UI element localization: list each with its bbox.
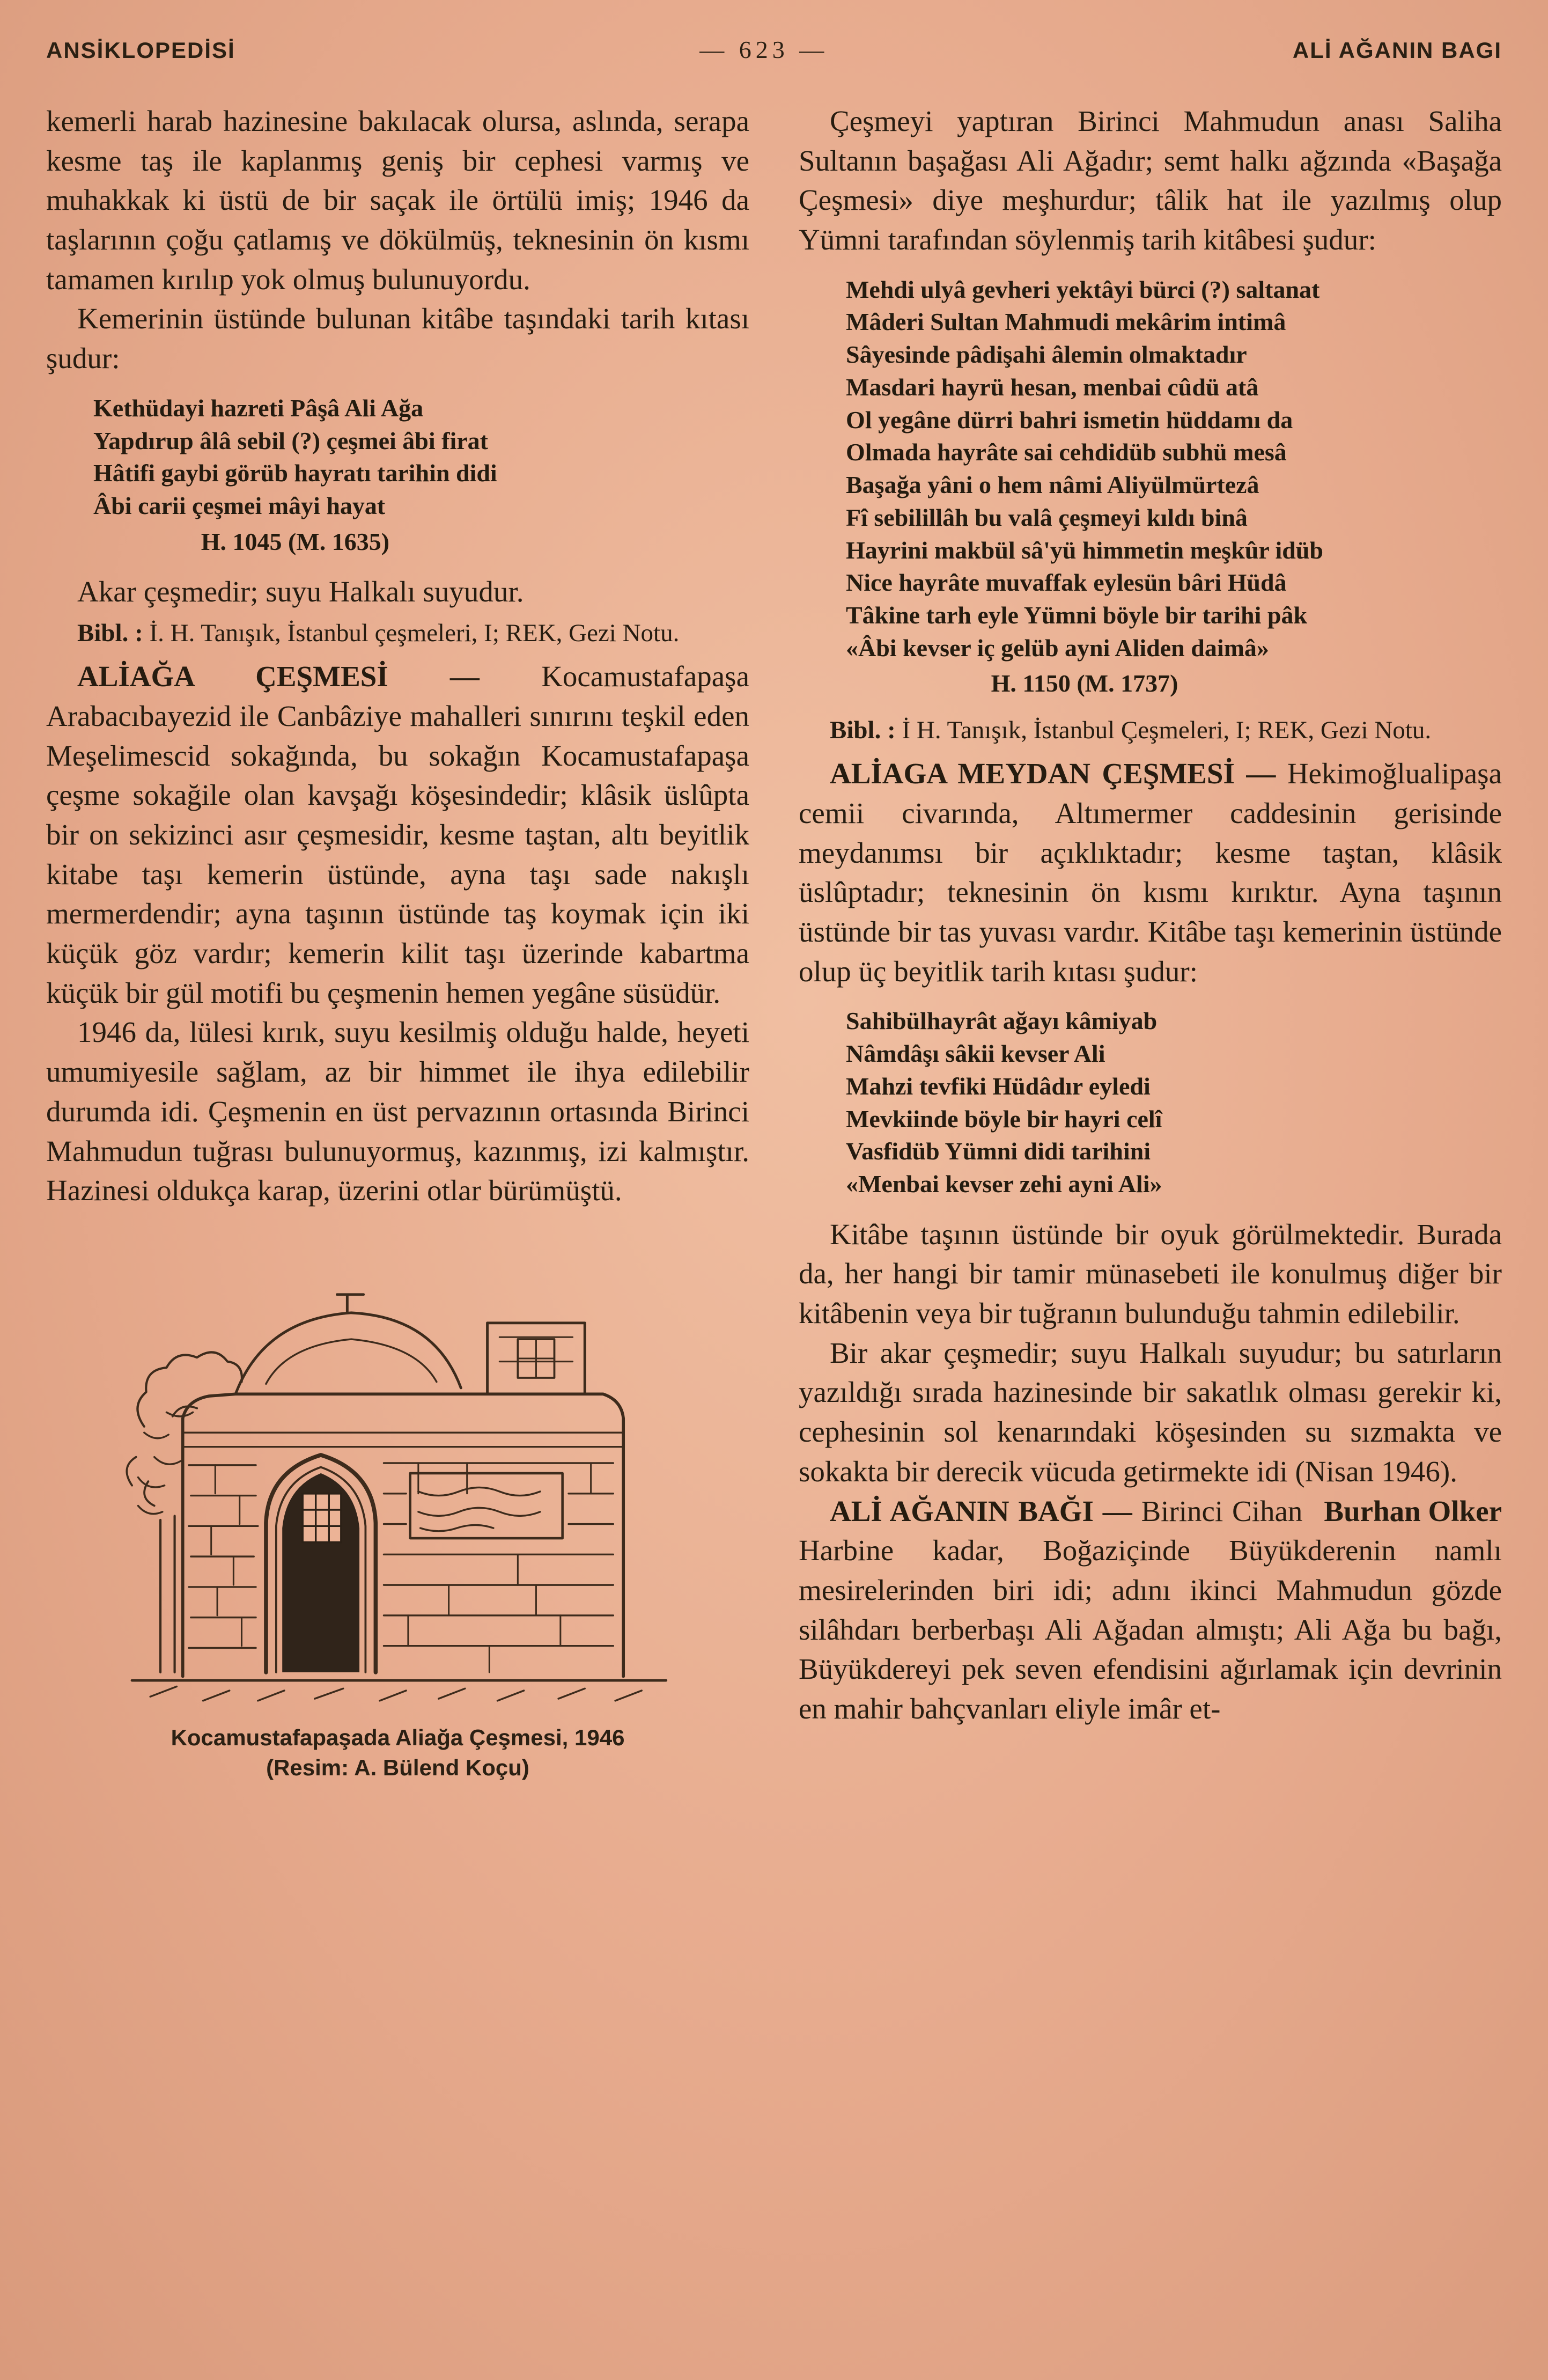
verse-line: Vasfidüb Yümni didi tarihini (846, 1137, 1151, 1165)
entry-text: Kocamustafapaşa Arabacıbayezid ile Canbâziye mahalleri sınırını teşkil eden Meşelimescid sokağında, bu sokağın Kocamustafapaşa çeşme sokağile olan kavşağı köşesindedir; klâsik üslûpta bir on sekizinci asır çeşmesidir, kesme taştan, altı beyitlik kitabe taşı kemerin üstünde, ayna taşı sade nakışlı mermerdendir; ayna taşının üstünde taş koymak için iki küçük göz vardır; kemerin kilit taşı üzerinde kabartma küçük bir gül motifi bu çeşmenin hemen yegâne süsüdür. (46, 660, 749, 1009)
bibliography (46, 617, 749, 649)
verse-line: Kethüdayi hazreti Pâşâ Ali Ağa (93, 394, 424, 422)
figure-caption (46, 1723, 749, 1783)
verse-line: «Âbi kevser iç gelüb ayni Aliden daimâ» (846, 634, 1269, 662)
right-column (799, 101, 1502, 1783)
verse-block-1737 (846, 274, 1323, 700)
entry-text: Birinci Cihan Harbine kadar, Boğaziçinde Büyükderenin namlı mesirelerinden biri idi; adını ikinci Mahmudun gözde silâhdarı berberbaşı Ali Ağadan almıştı; Ali Ağa bu bağı, Büyükdereyi pek seven efendisini ağırlamak için devrinin en mahir bahçvanları eliyle imâr et- (799, 1494, 1502, 1725)
fountain-figure (46, 1264, 749, 1783)
figure-caption-line1: Kocamustafapaşada Aliağa Çeşmesi, 1946 (171, 1724, 625, 1750)
entry-term: ALİAGA MEYDAN ÇEŞMESİ — (830, 757, 1276, 790)
verse-line: Ol yegâne dürri bahri ismetin hüddamı da (846, 406, 1293, 434)
verse-line: Mahzi tevfiki Hüdâdır eyledi (846, 1072, 1151, 1100)
paragraph: Kemerinin üstünde bulunan kitâbe taşındaki tarih kıtası şudur: (46, 302, 749, 375)
entry-aliaga-meydan-cesmesi (799, 754, 1502, 991)
verse-line: Hâtifi gaybi görüb hayratı tarihin didi (93, 459, 497, 487)
bibliography-label: Bibl. : (77, 619, 143, 648)
verse-line: Sahibülhayrât ağayı kâmiyab (846, 1007, 1158, 1035)
bibliography (799, 714, 1502, 746)
running-title-right: ALİ AĞANIN BAGI (1292, 38, 1502, 63)
paragraph: 1946 da, lülesi kırık, suyu kesilmiş olduğu halde, heyeti umumiyesile sağlam, az bir himmet ile ihya edilebilir durumda idi. Çeşmenin en üst pervazının ortasında Birinci Mahmudun tuğrası bulunuyormuş, kazınmış, izi kalmıştır. Hazinesi oldukça karap, üzerini otlar bürümüştü. (46, 1016, 749, 1207)
entry-term: ALİAĞA ÇEŞMESİ — (77, 660, 480, 693)
two-column-text (46, 101, 1502, 1783)
verse-line: Yapdırup âlâ sebil (?) çeşmei âbi firat (93, 427, 488, 454)
verse-line: Nâmdâşı sâkii kevser Ali (846, 1040, 1105, 1068)
entry-term: ALİ AĞANIN BAĞI — (830, 1494, 1132, 1527)
verse-line: Masdari hayrü hesan, menbai cûdü atâ (846, 373, 1259, 401)
verse-line: Tâkine tarh eyle Yümni böyle bir tarihi pâk (846, 601, 1308, 629)
verse-line: Âbi carii çeşmei mâyi hayat (93, 491, 386, 519)
entry-text: Hekimoğlualipaşa cemii civarında, Altımermer caddesinin gerisinde meydanımsı bir açıklıktadır; kesme taştan, klâsik üslûptadır; teknesinin ön kısmı kırıktır. Ayna taşının üstünde bir tas yuvası vardır. Kitâbe taşı kemerinin üstünde olup üç beyitlik tarih kıtası şudur: (799, 757, 1502, 988)
verse-block-1635 (93, 392, 497, 559)
fountain-drawing-icon (114, 1264, 682, 1711)
page-number: — 623 — (699, 36, 829, 63)
entry-aliaga-cesmesi (46, 657, 749, 1012)
verse-line: Nice hayrâte muvaffak eylesün bâri Hüdâ (846, 569, 1287, 597)
verse-line: Başağa yâni o hem nâmi Aliyülmürtezâ (846, 471, 1259, 499)
verse-date: H. 1150 (M. 1737) (991, 670, 1178, 697)
verse-line: Sâyesinde pâdişahi âlemin olmaktadır (846, 341, 1247, 369)
running-header (46, 35, 1502, 64)
figure-caption-line2: (Resim: A. Bülend Koçu) (266, 1755, 529, 1781)
verse-line: Mehdi ulyâ gevheri yektâyi bürci (?) saltanat (846, 275, 1320, 303)
left-column (46, 101, 749, 1783)
verse-block-meydan (846, 1005, 1162, 1200)
paragraph: Kitâbe taşının üstünde bir oyuk görülmektedir. Burada da, her hangi bir tamir münasebeti ile konulmuş diğer bir kitâbenin veya bir tuğranın bulunduğu tahmin edilebilir. (799, 1217, 1502, 1330)
paragraph: Akar çeşmedir; suyu Halkalı suyudur. (77, 575, 524, 608)
verse-line: Mevkiinde böyle bir hayri celî (846, 1105, 1162, 1133)
verse-line: «Menbai kevser zehi ayni Ali» (846, 1170, 1162, 1198)
bibliography-text: İ H. Tanışık, İstanbul Çeşmeleri, I; REK, Gezi Notu. (902, 716, 1432, 745)
verse-line: Hayrini makbül sâ'yü himmetin meşkûr idüb (846, 536, 1323, 564)
verse-line: Mâderi Sultan Mahmudi mekârim intimâ (846, 308, 1286, 336)
paragraph-continuation: kemerli harab hazinesine bakılacak olursa, aslında, serapa kesme taş ile kaplanmış geniş bir cephesi varmış ve muhakkak ki üstü de bir saçak ile örtülü imiş; 1946 da taşlarının çoğu çatlamış ve dökülmüş, teknesinin ön kısmı tamamen kırılıp yok olmuş bulunuyordu. (46, 105, 749, 296)
author-signature: Burhan Olker (1324, 1494, 1502, 1527)
running-title-left: ANSİKLOPEDİSİ (46, 38, 235, 63)
paragraph: Çeşmeyi yaptıran Birinci Mahmudun anası Saliha Sultanın başağası Ali Ağadır; semt halkı ağzında «Başağa Çeşmesi» diye meşhurdur; tâlik hat ile yazılmış olup Yümni tarafından söylenmiş tarih kitâbesi şudur: (799, 105, 1502, 256)
bibliography-text: İ. H. Tanışık, İstanbul çeşmeleri, I; REK, Gezi Notu. (149, 619, 680, 648)
bibliography-label: Bibl. : (830, 716, 896, 745)
verse-date: H. 1045 (M. 1635) (201, 527, 390, 555)
verse-line: Olmada hayrâte sai cehdidüb subhü mesâ (846, 438, 1287, 466)
verse-line: Fî sebilillâh bu valâ çeşmeyi kıldı binâ (846, 503, 1248, 531)
paragraph-text: Bir akar çeşmedir; suyu Halkalı suyudur; bu satırların yazıldığı sırada hazinesinde bir sakatlık olması gerekir ki, cephesinin sol kenarındaki köşesinden su sızmakta ve sokakta bir derecik vücuda getirmekte idi (Nisan 1946). (799, 1336, 1502, 1488)
